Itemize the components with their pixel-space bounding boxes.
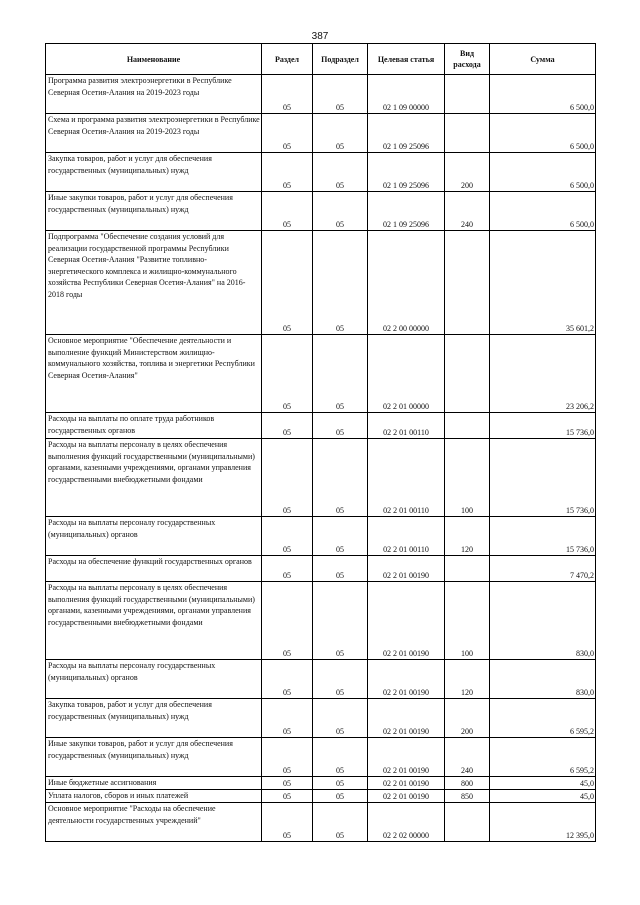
cell-expense-type: 240 — [445, 192, 490, 231]
cell-amount: 15 736,0 — [490, 413, 596, 439]
cell-expense-type — [445, 231, 490, 335]
cell-subsection: 05 — [313, 556, 368, 582]
cell-expense-type — [445, 556, 490, 582]
cell-expense-type: 240 — [445, 738, 490, 777]
table-row — [46, 660, 596, 699]
budget-table-body — [46, 75, 596, 842]
cell-expense-type: 100 — [445, 439, 490, 517]
table-row — [46, 790, 596, 803]
cell-section: 05 — [262, 803, 313, 842]
cell-amount: 6 500,0 — [490, 153, 596, 192]
cell-section: 05 — [262, 192, 313, 231]
cell-subsection: 05 — [313, 75, 368, 114]
column-header-section: Раздел — [262, 44, 313, 75]
cell-amount: 6 595,2 — [490, 738, 596, 777]
cell-amount: 6 500,0 — [490, 75, 596, 114]
cell-name: Закупка товаров, работ и услуг для обеспечения государственных (муниципальных) нужд — [46, 699, 262, 738]
cell-target-article: 02 2 01 00190 — [368, 790, 445, 803]
cell-subsection: 05 — [313, 192, 368, 231]
cell-subsection: 05 — [313, 803, 368, 842]
cell-section: 05 — [262, 335, 313, 413]
cell-name: Основное мероприятие "Расходы на обеспечение деятельности государственных учреждений" — [46, 803, 262, 842]
cell-amount: 23 206,2 — [490, 335, 596, 413]
table-row — [46, 75, 596, 114]
cell-name: Расходы на выплаты по оплате труда работников государственных органов — [46, 413, 262, 439]
cell-subsection: 05 — [313, 777, 368, 790]
cell-name: Подпрограмма "Обеспечение создания условий для реализации государственной программы Республики Северная Осетия-Алания "Развитие топливно-энергетического комплекса и жилищно-коммунального хозяйства Республики Северная Осетия-Алания" на 2016-2018 годы — [46, 231, 262, 335]
cell-expense-type: 200 — [445, 699, 490, 738]
cell-amount: 6 500,0 — [490, 114, 596, 153]
cell-subsection: 05 — [313, 231, 368, 335]
column-header-amount: Сумма — [490, 44, 596, 75]
cell-section: 05 — [262, 738, 313, 777]
cell-amount: 830,0 — [490, 660, 596, 699]
table-row — [46, 335, 596, 413]
cell-target-article: 02 2 01 00110 — [368, 439, 445, 517]
cell-amount: 15 736,0 — [490, 439, 596, 517]
cell-expense-type — [445, 114, 490, 153]
cell-section: 05 — [262, 790, 313, 803]
cell-section: 05 — [262, 517, 313, 556]
cell-target-article: 02 2 00 00000 — [368, 231, 445, 335]
cell-name: Расходы на выплаты персоналу государственных (муниципальных) органов — [46, 517, 262, 556]
cell-expense-type — [445, 75, 490, 114]
cell-section: 05 — [262, 413, 313, 439]
table-row — [46, 517, 596, 556]
table-row — [46, 738, 596, 777]
cell-name: Иные закупки товаров, работ и услуг для обеспечения государственных (муниципальных) нужд — [46, 738, 262, 777]
table-row — [46, 803, 596, 842]
cell-name: Расходы на обеспечение функций государственных органов — [46, 556, 262, 582]
cell-subsection: 05 — [313, 335, 368, 413]
cell-subsection: 05 — [313, 699, 368, 738]
cell-subsection: 05 — [313, 738, 368, 777]
table-row — [46, 153, 596, 192]
cell-expense-type: 120 — [445, 517, 490, 556]
table-row — [46, 439, 596, 517]
cell-section: 05 — [262, 777, 313, 790]
column-header-name: Наименование — [46, 44, 262, 75]
cell-expense-type — [445, 335, 490, 413]
cell-target-article: 02 2 01 00190 — [368, 777, 445, 790]
cell-subsection: 05 — [313, 153, 368, 192]
cell-amount: 45,0 — [490, 777, 596, 790]
cell-name: Иные закупки товаров, работ и услуг для обеспечения государственных (муниципальных) нужд — [46, 192, 262, 231]
cell-amount: 830,0 — [490, 582, 596, 660]
cell-section: 05 — [262, 699, 313, 738]
cell-subsection: 05 — [313, 660, 368, 699]
cell-name: Программа развития электроэнергетики в Республике Северная Осетия-Алания на 2019-2023 годы — [46, 75, 262, 114]
cell-amount: 12 395,0 — [490, 803, 596, 842]
cell-target-article: 02 1 09 25096 — [368, 192, 445, 231]
cell-name: Основное мероприятие "Обеспечение деятельности и выполнение функций Министерством жилищно-коммунального хозяйства, топлива и энергетики Республики Северная Осетия-Алания" — [46, 335, 262, 413]
cell-amount: 15 736,0 — [490, 517, 596, 556]
cell-target-article: 02 1 09 00000 — [368, 75, 445, 114]
cell-target-article: 02 2 01 00190 — [368, 699, 445, 738]
cell-expense-type — [445, 803, 490, 842]
cell-name: Уплата налогов, сборов и иных платежей — [46, 790, 262, 803]
cell-amount: 6 595,2 — [490, 699, 596, 738]
cell-section: 05 — [262, 556, 313, 582]
column-header-expense-type: Вид расхода — [445, 44, 490, 75]
cell-name: Иные бюджетные ассигнования — [46, 777, 262, 790]
cell-subsection: 05 — [313, 114, 368, 153]
table-header-row — [46, 44, 596, 75]
cell-subsection: 05 — [313, 413, 368, 439]
page-number: 387 — [311, 31, 329, 42]
cell-target-article: 02 2 01 00110 — [368, 517, 445, 556]
cell-section: 05 — [262, 153, 313, 192]
cell-target-article: 02 2 01 00190 — [368, 582, 445, 660]
budget-table — [45, 43, 596, 842]
cell-name: Расходы на выплаты персоналу государственных (муниципальных) органов — [46, 660, 262, 699]
table-row — [46, 413, 596, 439]
cell-name: Закупка товаров, работ и услуг для обеспечения государственных (муниципальных) нужд — [46, 153, 262, 192]
cell-target-article: 02 2 01 00190 — [368, 556, 445, 582]
cell-amount: 7 470,2 — [490, 556, 596, 582]
cell-target-article: 02 1 09 25096 — [368, 153, 445, 192]
cell-expense-type: 850 — [445, 790, 490, 803]
column-header-subsection: Подраздел — [313, 44, 368, 75]
cell-expense-type: 100 — [445, 582, 490, 660]
cell-amount: 35 601,2 — [490, 231, 596, 335]
cell-amount: 45,0 — [490, 790, 596, 803]
cell-section: 05 — [262, 75, 313, 114]
cell-target-article: 02 2 01 00190 — [368, 738, 445, 777]
table-row — [46, 556, 596, 582]
cell-subsection: 05 — [313, 582, 368, 660]
cell-target-article: 02 2 01 00110 — [368, 413, 445, 439]
cell-target-article: 02 2 01 00190 — [368, 660, 445, 699]
cell-expense-type: 200 — [445, 153, 490, 192]
cell-section: 05 — [262, 114, 313, 153]
cell-subsection: 05 — [313, 790, 368, 803]
cell-section: 05 — [262, 439, 313, 517]
table-row — [46, 114, 596, 153]
table-row — [46, 192, 596, 231]
column-header-target-article: Целевая статья — [368, 44, 445, 75]
cell-section: 05 — [262, 231, 313, 335]
table-row — [46, 699, 596, 738]
cell-expense-type — [445, 413, 490, 439]
cell-target-article: 02 2 01 00000 — [368, 335, 445, 413]
cell-section: 05 — [262, 660, 313, 699]
cell-expense-type: 800 — [445, 777, 490, 790]
table-row — [46, 231, 596, 335]
table-row — [46, 582, 596, 660]
cell-target-article: 02 2 02 00000 — [368, 803, 445, 842]
cell-subsection: 05 — [313, 517, 368, 556]
cell-name: Расходы на выплаты персоналу в целях обеспечения выполнения функций государственными (муниципальными) органами, казенными учреждениями, органами управления государственными внебюджетными фондами — [46, 439, 262, 517]
cell-section: 05 — [262, 582, 313, 660]
cell-name: Расходы на выплаты персоналу в целях обеспечения выполнения функций государственными (муниципальными) органами, казенными учреждениями, органами управления государственными внебюджетными фондами — [46, 582, 262, 660]
cell-amount: 6 500,0 — [490, 192, 596, 231]
cell-expense-type: 120 — [445, 660, 490, 699]
cell-subsection: 05 — [313, 439, 368, 517]
cell-name: Схема и программа развития электроэнергетики в Республике Северная Осетия-Алания на 2019-2023 годы — [46, 114, 262, 153]
cell-target-article: 02 1 09 25096 — [368, 114, 445, 153]
table-row — [46, 777, 596, 790]
